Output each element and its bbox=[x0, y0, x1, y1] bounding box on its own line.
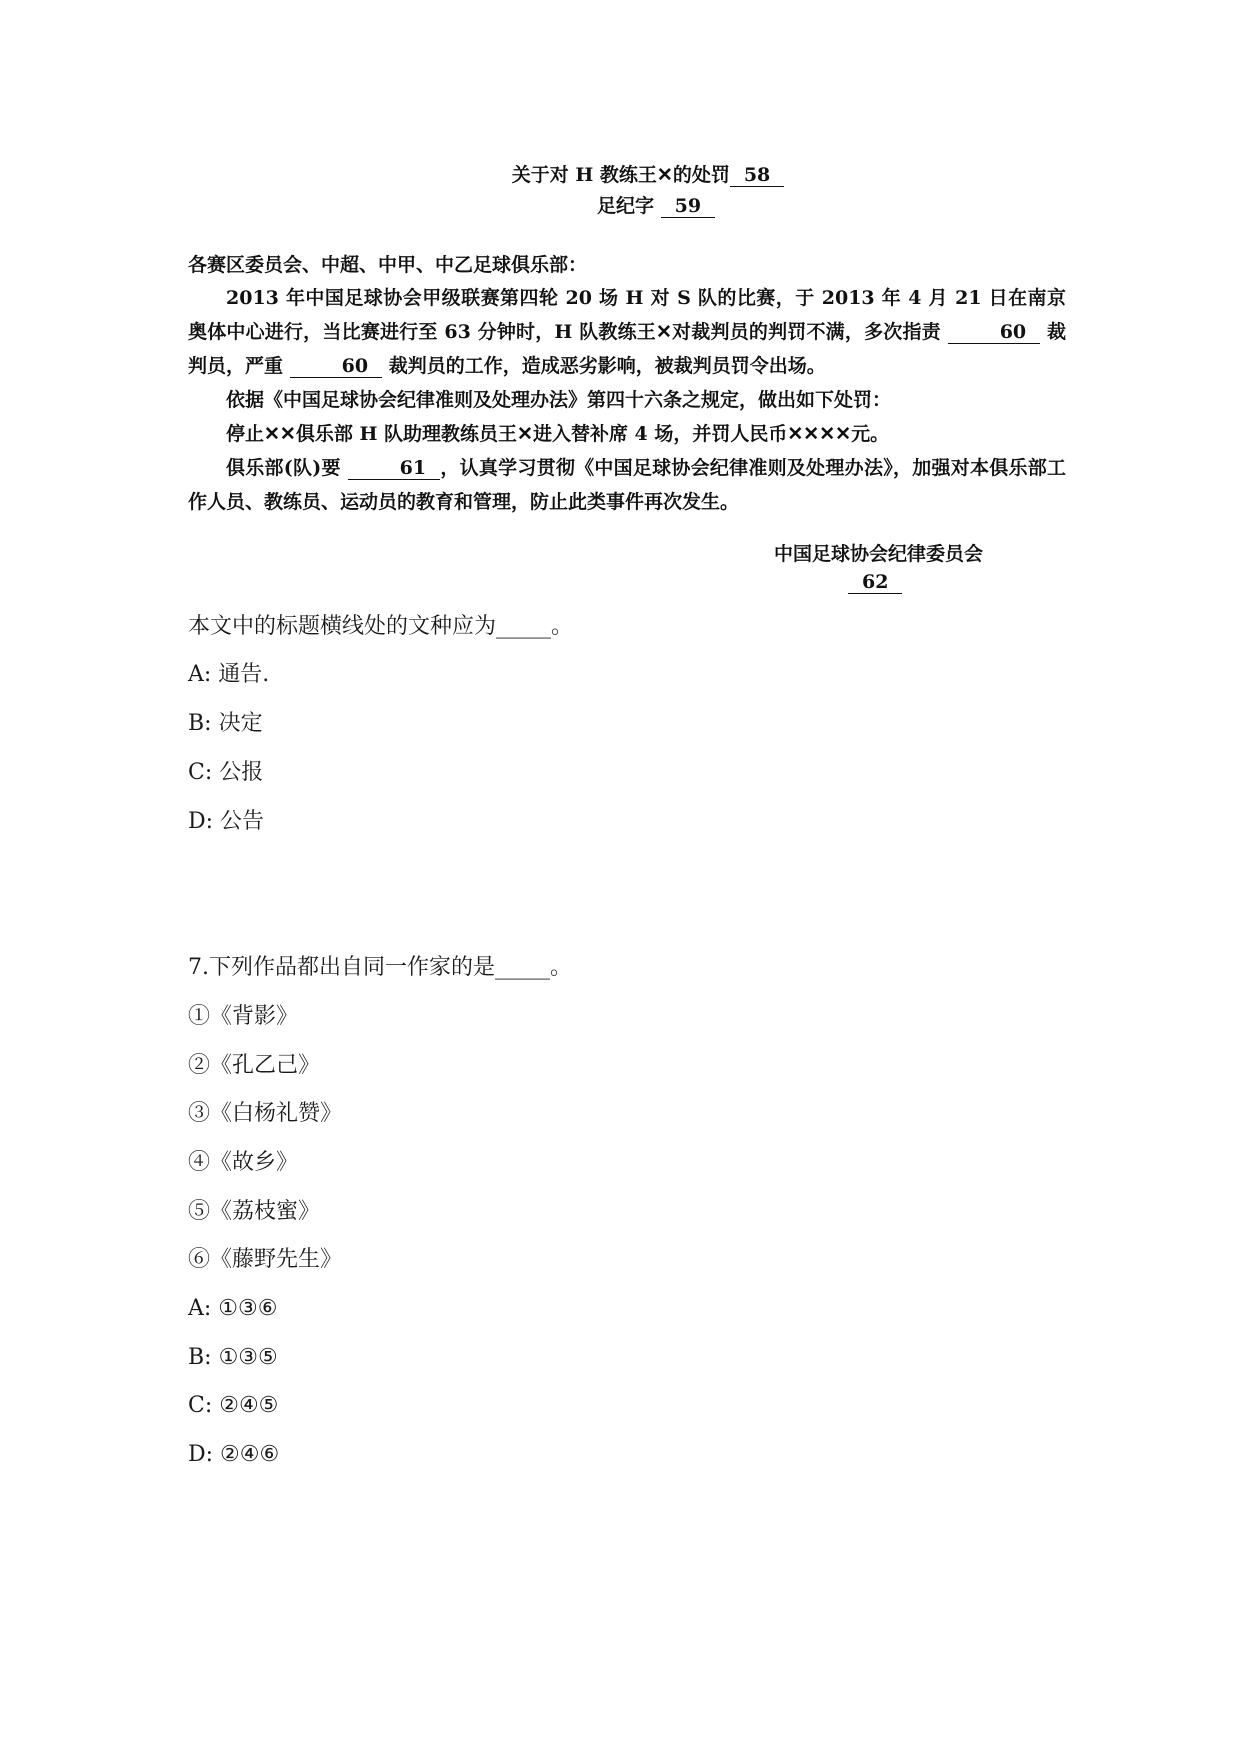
addressee: 各赛区委员会、中超、中甲、中乙足球俱乐部： bbox=[188, 254, 588, 276]
question-7-item-2: ②《孔乙己》 bbox=[188, 1053, 321, 1078]
question-7-item-3: ③《白杨礼赞》 bbox=[188, 1101, 343, 1126]
signature-date bbox=[848, 571, 902, 594]
notice-title-text: 关于对 H 教练王✕的处罚 bbox=[511, 164, 730, 186]
question-7-option-a[interactable]: A: ①③⑥ bbox=[188, 1296, 278, 1321]
blank-60-b: 60 bbox=[290, 357, 382, 378]
blank-61: 61 bbox=[348, 459, 440, 480]
notice-paragraph-3: 停止✕✕俱乐部 H 队助理教练员王✕进入替补席 4 场，并罚人民币✕✕✕✕元。 bbox=[226, 423, 890, 445]
notice-paragraph-4 bbox=[188, 451, 1066, 519]
para4-part-a: 俱乐部(队)要 bbox=[226, 457, 341, 479]
question-6-option-b[interactable]: B: 决定 bbox=[188, 711, 263, 736]
question-7-item-5: ⑤《荔枝蜜》 bbox=[188, 1199, 321, 1224]
question-7-option-c[interactable]: C: ②④⑤ bbox=[188, 1393, 279, 1418]
signature-organization: 中国足球协会纪律委员会 bbox=[774, 543, 984, 565]
question-7-stem: 7.下列作品都出自同一作家的是_____。 bbox=[188, 955, 572, 980]
notice-paragraph-1 bbox=[188, 281, 1066, 383]
question-6-option-d[interactable]: D: 公告 bbox=[188, 809, 265, 834]
notice-paragraph-2: 依据《中国足球协会纪律准则及处理办法》第四十六条之规定，做出如下处罚： bbox=[226, 389, 892, 411]
para1-part-a: 2013 年中国足球协会甲级联赛第四轮 20 场 H 对 S 队的比赛，于 2013 年 4 月 21 日在南京奥体中心进行，当比赛进行至 63 分钟时，H 队教练王✕对裁判员的判罚不满，多次指责 bbox=[188, 287, 1066, 343]
question-7-item-1: ①《背影》 bbox=[188, 1004, 299, 1029]
question-7-item-4: ④《故乡》 bbox=[188, 1150, 299, 1175]
para1-part-c: 裁判员的工作，造成恶劣影响，被裁判员罚令出场。 bbox=[388, 355, 826, 377]
question-6-option-c[interactable]: C: 公报 bbox=[188, 760, 264, 785]
document-number bbox=[188, 191, 1068, 218]
question-7-option-d[interactable]: D: ②④⑥ bbox=[188, 1442, 280, 1467]
doc-number-label: 足纪字 bbox=[596, 195, 654, 217]
blank-60-a: 60 bbox=[948, 323, 1040, 344]
question-6-option-a[interactable]: A: 通告. bbox=[188, 662, 270, 687]
para4-part-b: ，认真学习贯彻《中国足球协会纪律准则及处理办法》，加强对本俱乐部工作人员、教练员、运动员的教育和管理，防止此类事件再次发生。 bbox=[188, 457, 1066, 513]
notice-title bbox=[188, 160, 1068, 187]
question-7-option-b[interactable]: B: ①③⑤ bbox=[188, 1345, 278, 1370]
blank-58: 58 bbox=[730, 166, 784, 187]
para1-part-b: 裁判员，严重 bbox=[188, 321, 1066, 377]
blank-62: 62 bbox=[848, 573, 902, 594]
blank-59: 59 bbox=[661, 197, 715, 218]
scanned-notice bbox=[188, 150, 1068, 610]
question-7-item-6: ⑥《藤野先生》 bbox=[188, 1247, 343, 1272]
question-6-stem: 本文中的标题横线处的文种应为_____。 bbox=[188, 614, 574, 639]
